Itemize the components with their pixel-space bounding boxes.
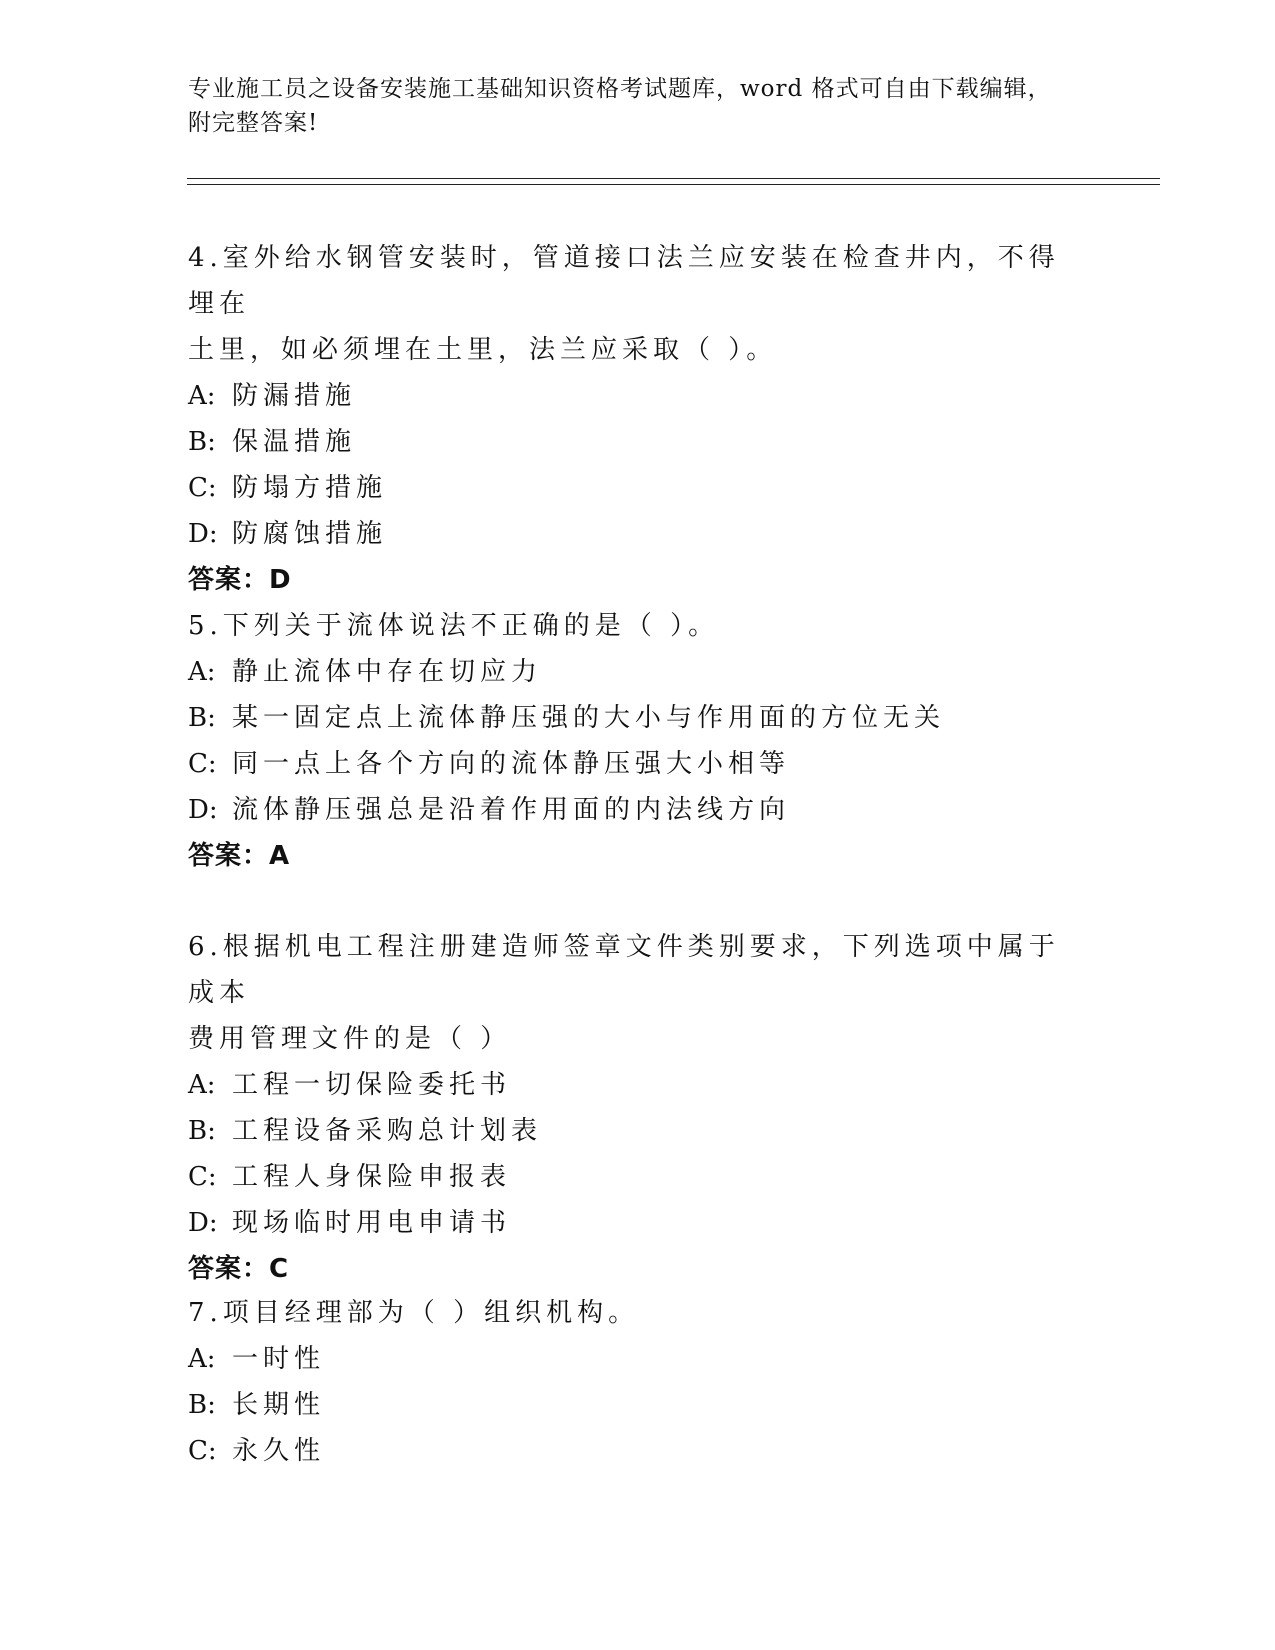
option-b	[188, 419, 1068, 465]
option-text: 防漏措施	[232, 381, 357, 411]
option-key: A:	[188, 657, 216, 687]
option-text: 同一点上各个方向的流体静压强大小相等	[232, 749, 791, 779]
question-stem-line: 5.下列关于流体说法不正确的是（ ）。	[188, 611, 720, 641]
option-c	[188, 1428, 1068, 1474]
option-key: A:	[188, 381, 216, 411]
option-d	[188, 1200, 1068, 1246]
option-text: 工程一切保险委托书	[232, 1070, 512, 1100]
option-a	[188, 1062, 1068, 1108]
option-key: D:	[188, 1208, 218, 1238]
option-text: 某一固定点上流体静压强的大小与作用面的方位无关	[232, 703, 946, 733]
option-key: D:	[188, 795, 218, 825]
option-key: C:	[188, 749, 217, 779]
question-stem-line: 费用管理文件的是（ ）	[188, 1024, 512, 1054]
option-text: 流体静压强总是沿着作用面的内法线方向	[232, 795, 791, 825]
option-c	[188, 1154, 1068, 1200]
question-7	[188, 1290, 1068, 1474]
header-line-1: 专业施工员之设备安装施工基础知识资格考试题库，word 格式可自由下载编辑，	[188, 76, 1052, 102]
question-4	[188, 235, 1068, 603]
header-line-2: 附完整答案!	[188, 110, 319, 136]
option-text: 长期性	[232, 1390, 326, 1420]
option-key: B:	[188, 1116, 216, 1146]
question-stem-line: 土里，如必须埋在土里，法兰应采取（ ）。	[188, 335, 778, 365]
option-c	[188, 741, 1068, 787]
option-text: 永久性	[232, 1436, 326, 1466]
option-key: C:	[188, 1436, 217, 1466]
question-stem-line: 7.项目经理部为（ ）组织机构。	[188, 1298, 640, 1328]
header-divider-top	[187, 178, 1160, 179]
option-b	[188, 1382, 1068, 1428]
question-stem-line: 6.根据机电工程注册建造师签章文件类别要求，下列选项中属于成本	[188, 932, 1060, 1008]
option-text: 防腐蚀措施	[232, 519, 388, 549]
option-key: D:	[188, 519, 218, 549]
header-divider-bottom	[187, 184, 1160, 185]
option-key: A:	[188, 1344, 216, 1374]
answer: 答案：D	[188, 565, 292, 595]
option-key: A:	[188, 1070, 216, 1100]
option-a	[188, 649, 1068, 695]
question-stem-line: 4.室外给水钢管安装时，管道接口法兰应安装在检查井内，不得埋在	[188, 243, 1060, 319]
option-b	[188, 695, 1068, 741]
option-d	[188, 787, 1068, 833]
option-c	[188, 465, 1068, 511]
option-b	[188, 1108, 1068, 1154]
option-key: B:	[188, 703, 216, 733]
document-header	[188, 72, 1088, 140]
option-a	[188, 1336, 1068, 1382]
option-text: 防塌方措施	[232, 473, 388, 503]
option-a	[188, 373, 1068, 419]
question-5	[188, 603, 1068, 879]
option-key: B:	[188, 1390, 216, 1420]
option-text: 工程人身保险申报表	[232, 1162, 512, 1192]
option-text: 保温措施	[232, 427, 357, 457]
question-6	[188, 924, 1068, 1292]
option-text: 工程设备采购总计划表	[232, 1116, 543, 1146]
option-key: C:	[188, 473, 217, 503]
option-text: 静止流体中存在切应力	[232, 657, 543, 687]
answer: 答案：C	[188, 1254, 290, 1284]
option-key: C:	[188, 1162, 217, 1192]
option-d	[188, 511, 1068, 557]
option-text: 现场临时用电申请书	[232, 1208, 512, 1238]
option-key: B:	[188, 427, 216, 457]
answer: 答案：A	[188, 841, 291, 871]
option-text: 一时性	[232, 1344, 326, 1374]
